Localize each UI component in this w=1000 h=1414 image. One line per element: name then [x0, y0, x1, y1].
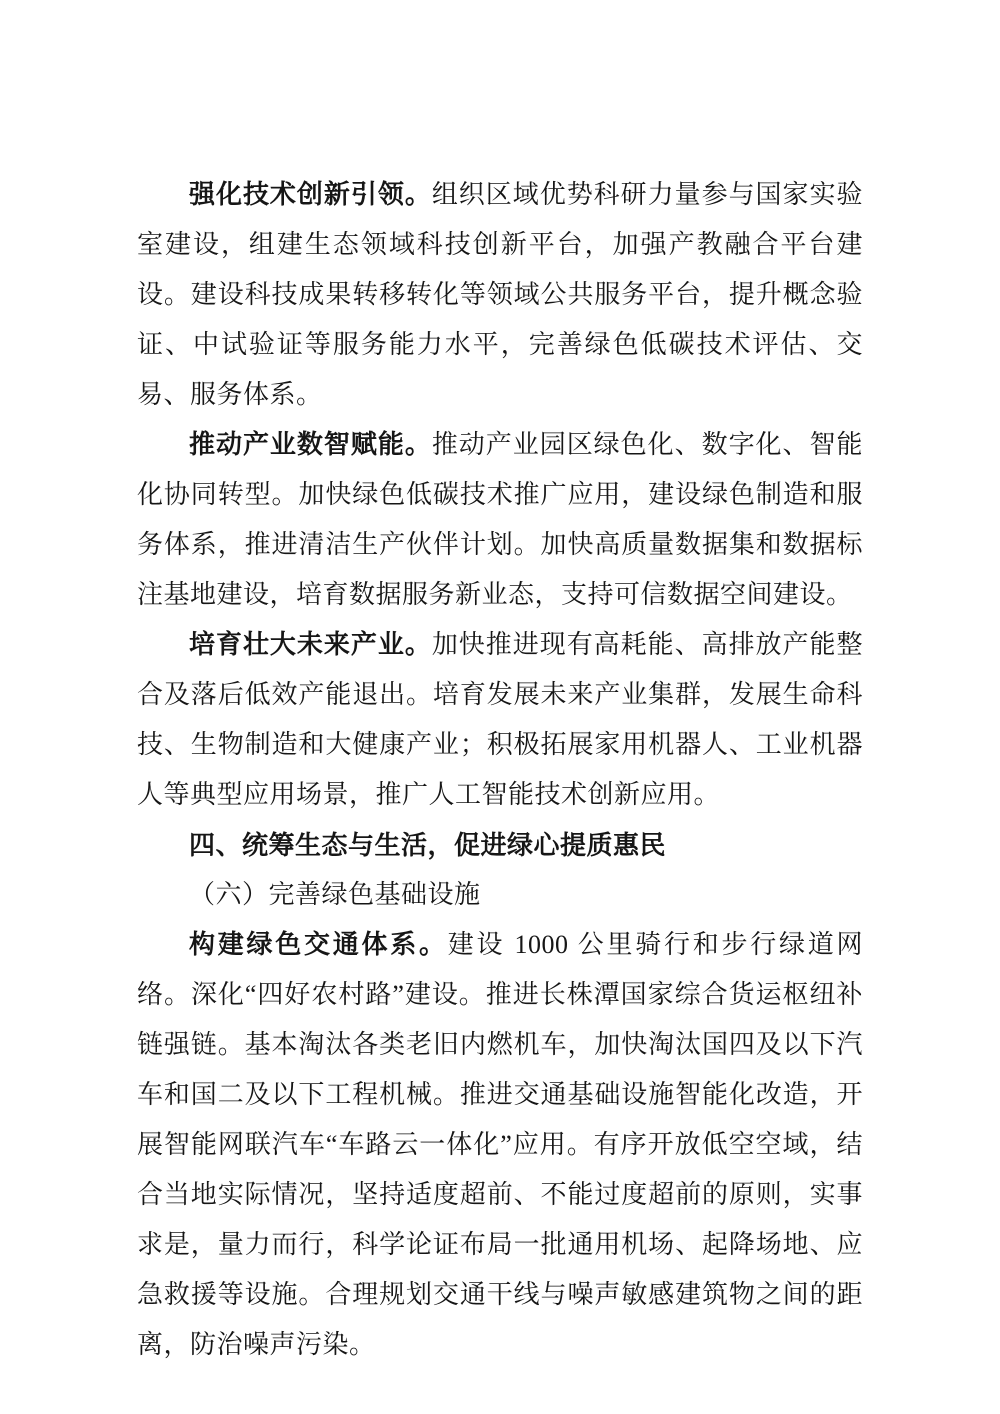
body-paragraph: 培育壮大未来产业。加快推进现有高耗能、高排放产能整合及落后低效产能退出。培育发展未来产业集群，发展生命科技、生物制造和大健康产业；积极拓展家用机器人、工业机器人等典型应用场景，推广人工智能技术创新应用。 [137, 630, 863, 809]
subsection-heading: （六）完善绿色基础设施 [189, 880, 481, 909]
paragraph-lead: 培育壮大未来产业。 [189, 630, 432, 659]
section-heading: 四、统筹生态与生活，促进绿心提质惠民 [189, 830, 667, 860]
paragraph-lead: 推动产业数智赋能。 [189, 430, 432, 459]
paragraph-lead: 强化技术创新引领。 [189, 180, 432, 209]
body-paragraph: 构建绿色交通体系。建设 1000 公里骑行和步行绿道网络。深化“四好农村路”建设。推进长株潭国家综合货运枢纽补链强链。基本淘汰各类老旧内燃机车，加快淘汰国四及以下汽车和国二及以下工程机械。推进交通基础设施智能化改造，开展智能网联汽车“车路云一体化”应用。有序开放低空空域，结合当地实际情况，坚持适度超前、不能过度超前的原则，实事求是，量力而行，科学论证布局一批通用机场、起降场地、应急救援等设施。合理规划交通干线与噪声敏感建筑物之间的距离，防治噪声污染。 [137, 930, 863, 1359]
body-paragraph: 强化技术创新引领。组织区域优势科研力量参与国家实验室建设，组建生态领域科技创新平台，加强产教融合平台建设。建设科技成果转移转化等领域公共服务平台，提升概念验证、中试验证等服务能力水平，完善绿色低碳技术评估、交易、服务体系。 [137, 180, 863, 409]
body-paragraph: 推动产业数智赋能。推动产业园区绿色化、数字化、智能化协同转型。加快绿色低碳技术推广应用，建设绿色制造和服务体系，推进清洁生产伙伴计划。加快高质量数据集和数据标注基地建设，培育数据服务新业态，支持可信数据空间建设。 [137, 430, 863, 609]
document-content [137, 170, 863, 1370]
paragraph-lead: 构建绿色交通体系。 [189, 930, 448, 959]
